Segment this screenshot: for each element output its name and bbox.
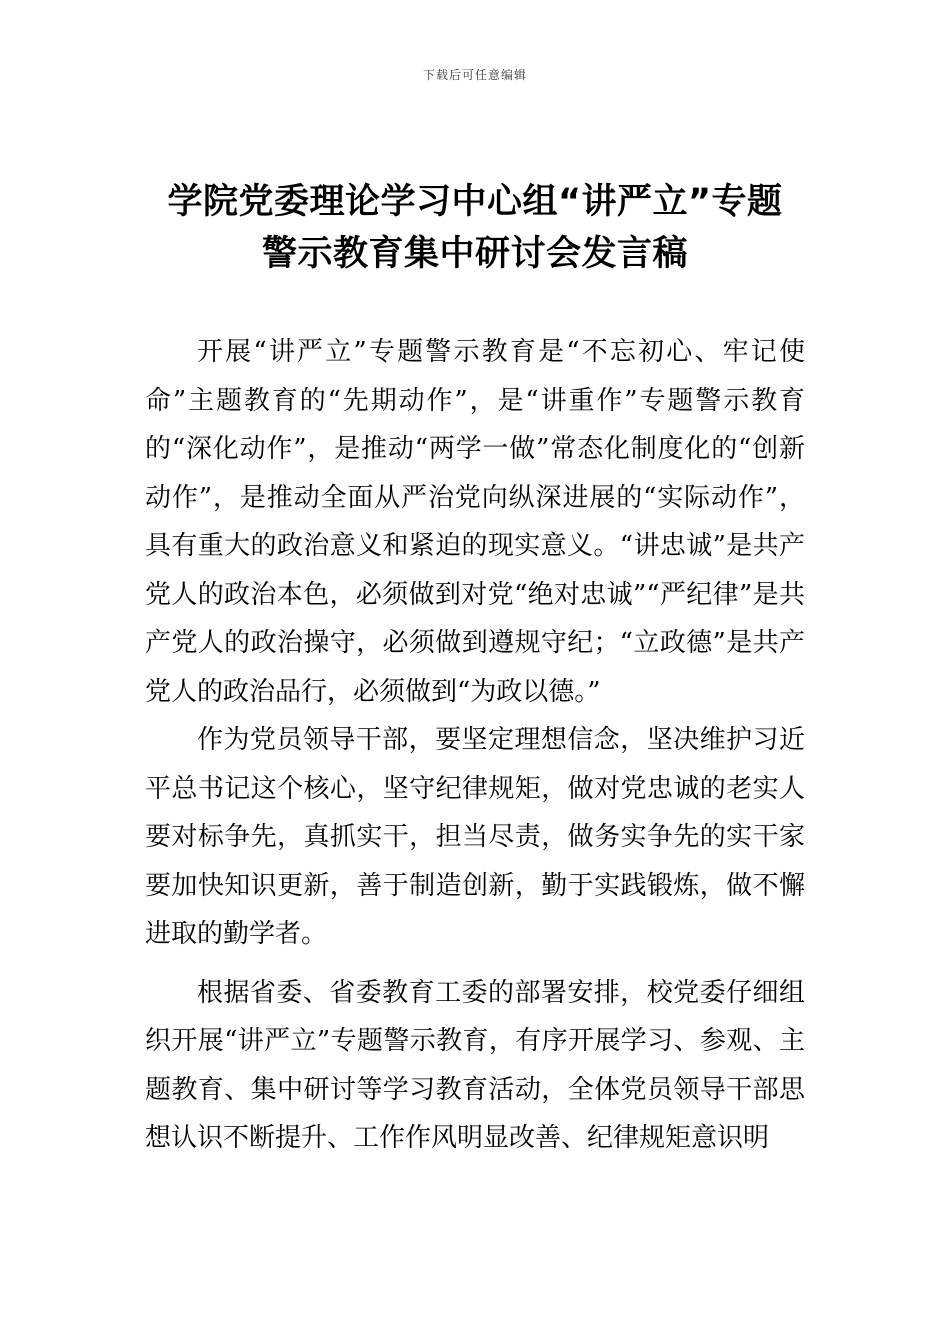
paragraph: 开展“讲严立”专题警示教育是“不忘初心、牢记使命”主题教育的“先期动作”，是“讲重作”专题警示教育的“深化动作”，是推动“两学一做”常态化制度化的“创新动作”，是推动全面从严治党向纵深进展的“实际动作”，具有重大的政治意义和紧迫的现实意义。“讲忠诚”是共产党人的政治本色，必须做到对党“绝对忠诚”“严纪律”是共产党人的政治操守，必须做到遵规守纪；“立政德”是共产党人的政治品行，必须做到“为政以德。”	[145, 337, 805, 707]
document-body	[145, 328, 805, 1163]
paragraph: 根据省委、省委教育工委的部署安排，校党委仔细组织开展“讲严立”专题警示教育，有序开展学习、参观、主题教育、集中研讨等学习教育活动，全体党员领导干部思想认识不断提升、工作作风明显改善、纪律规矩意识明	[145, 977, 805, 1153]
document-title	[110, 176, 840, 280]
title-line-2: 警示教育集中研讨会发言稿	[261, 234, 688, 274]
header-note: 下载后可任意编辑	[422, 68, 527, 82]
paragraph: 作为党员领导干部，要坚定理想信念，坚决维护习近平总书记这个核心，坚守纪律规矩，做对党忠诚的老实人要对标争先，真抓实干，担当尽责，做务实争先的实干家要加快知识更新，善于制造创新，勤于实践锻炼，做不懈进取的勤学者。	[145, 725, 805, 949]
title-line-1: 学院党委理论学习中心组“讲严立”专题	[167, 182, 783, 222]
